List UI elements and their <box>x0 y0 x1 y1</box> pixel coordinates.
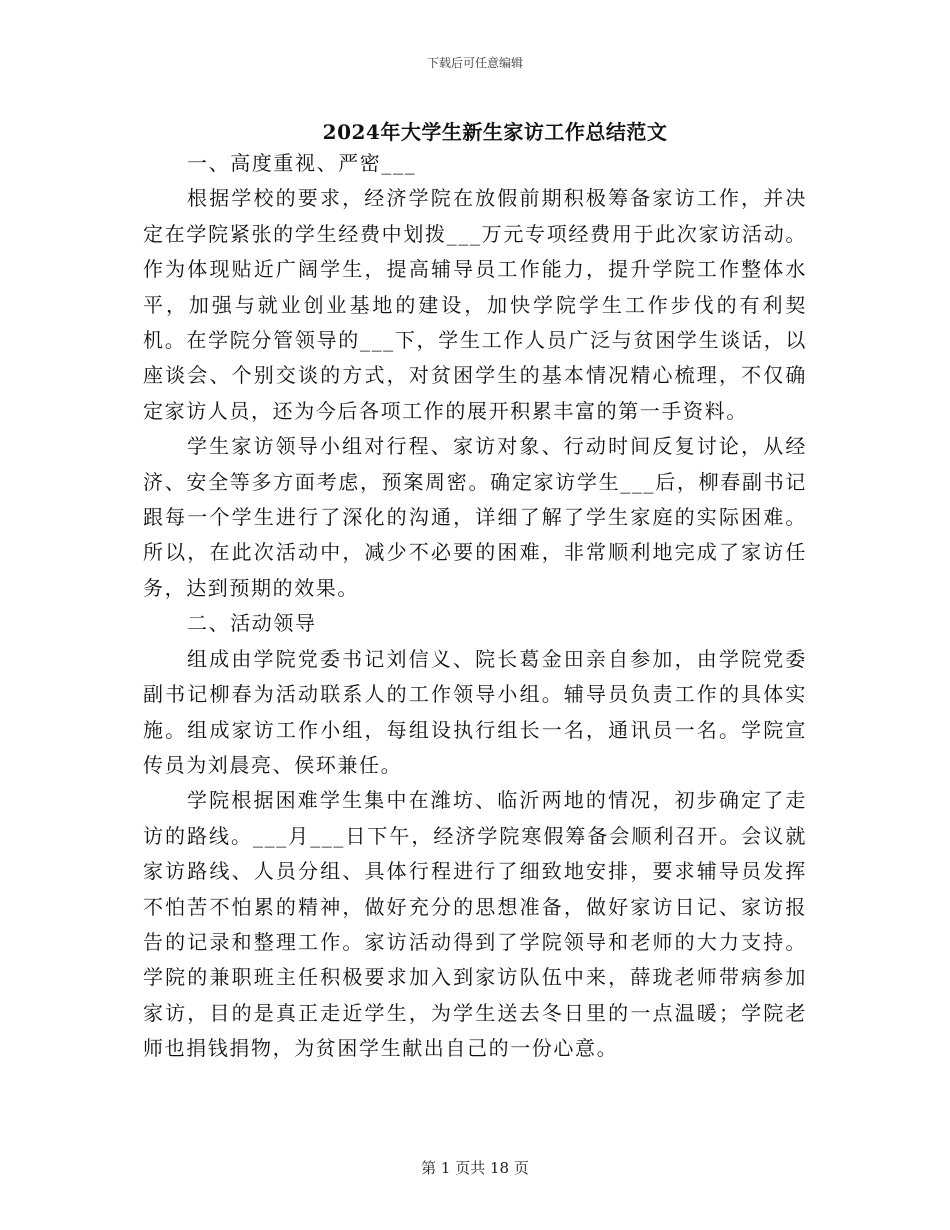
paragraph-1: 根据学校的要求，经济学院在放假前期积极筹备家访工作，并决定在学院紧张的学生经费中划拨___万元专项经费用于此次家访活动。作为体现贴近广阔学生，提高辅导员工作能力，提升学院工作整体水平，加强与就业创业基地的建设，加快学院学生工作步伐的有利契机。在学院分管领导的___下，学生工作人员广泛与贫困学生谈话，以座谈会、个别交谈的方式，对贫困学生的基本情况精心梳理，不仅确定家访人员，还为今后各项工作的展开积累丰富的第一手资料。 <box>143 186 807 423</box>
paragraph-4: 学院根据困难学生集中在潍坊、临沂两地的情况，初步确定了走访的路线。___月___日下午，经济学院寒假筹备会顺利召开。会议就家访路线、人员分组、具体行程进行了细致地安排，要求辅导员发挥不怕苦不怕累的精神，做好充分的思想准备，做好家访日记、家访报告的记录和整理工作。家访活动得到了学院领导和老师的大力支持。学院的兼职班主任积极要求加入到家访队伍中来，薛珑老师带病参加家访，目的是真正走近学生，为学生送去冬日里的一点温暖；学院老师也捐钱捐物，为贫困学生献出自己的一份心意。 <box>143 788 807 1061</box>
header-note: 下载后可任意编辑 <box>426 56 523 70</box>
paragraph-2: 学生家访领导小组对行程、家访对象、行动时间反复讨论，从经济、安全等多方面考虑，预案周密。确定家访学生___后，柳春副书记跟每一个学生进行了深化的沟通，详细了解了学生家庭的实际困难。所以，在此次活动中，减少不必要的困难，非常顺利地完成了家访任务，达到预期的效果。 <box>143 434 807 600</box>
paragraph-3: 组成由学院党委书记刘信义、院长葛金田亲自参加，由学院党委副书记柳春为活动联系人的工作领导小组。辅导员负责工作的具体实施。组成家访工作小组，每组设执行组长一名，通讯员一名。学院宣传员为刘晨亮、侯环兼任。 <box>143 646 807 777</box>
document-body <box>143 146 807 1067</box>
section-heading-1: 一、高度重视、严密___ <box>187 151 417 175</box>
page-number-footer: 第 1 页共 18 页 <box>421 1159 529 1177</box>
section-heading-2: 二、活动领导 <box>187 611 317 636</box>
document-title: 2024年大学生新生家访工作总结范文 <box>322 120 668 144</box>
